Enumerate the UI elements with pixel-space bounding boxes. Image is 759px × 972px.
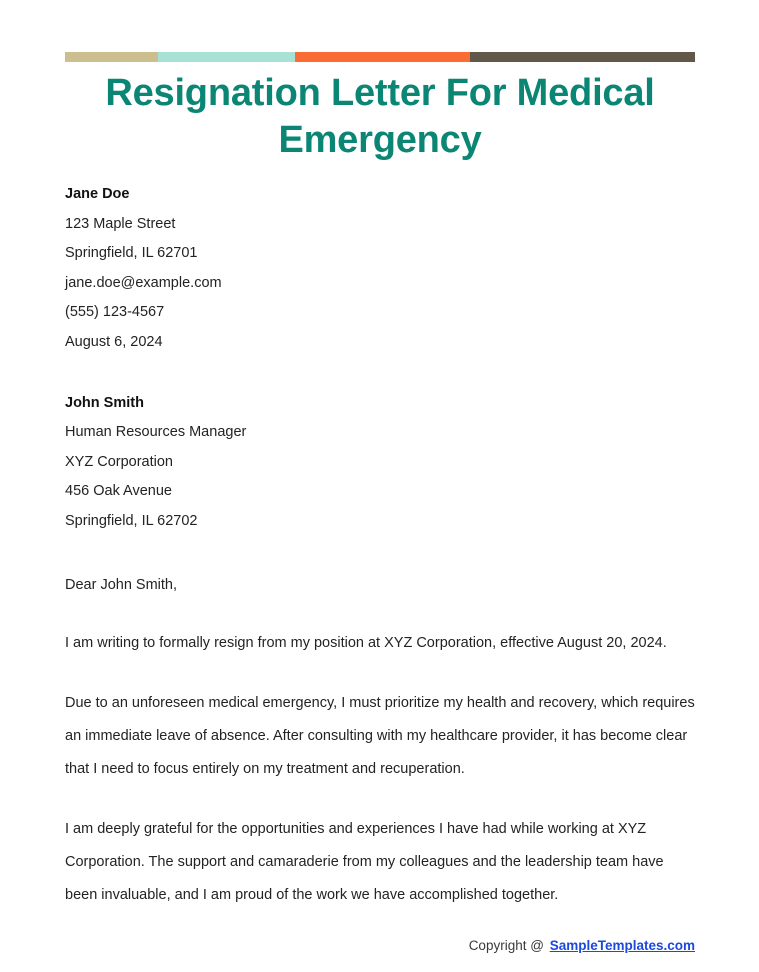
page-footer	[0, 938, 759, 953]
page-title: Resignation Letter For Medical Emergency	[105, 72, 655, 161]
color-rule-segment-mint	[158, 52, 295, 62]
sender-address-block	[65, 180, 697, 358]
footer-copyright-text: Copyright @	[468, 938, 544, 953]
letter-paragraph-3: I am deeply grateful for the opportunities and experiences I have had while working at XYZ Corporation. The support and camaraderie from my colleagues and the leadership team have been invaluable, and I am proud of the work we have accomplished together.	[65, 820, 664, 903]
recipient-company: XYZ Corporation	[65, 453, 173, 470]
letter-date: August 6, 2024	[65, 333, 163, 350]
spacer-after-sender	[65, 358, 697, 389]
color-rule-segment-tan	[65, 52, 158, 62]
letter-paragraph-1: I am writing to formally resign from my position at XYZ Corporation, effective August 20, 2024.	[65, 634, 667, 651]
sender-city-state-zip: Springfield, IL 62701	[65, 245, 198, 262]
recipient-address-block	[65, 389, 697, 537]
sender-name: Jane Doe	[65, 186, 130, 202]
footer-site-link[interactable]: SampleTemplates.com	[549, 938, 695, 953]
color-rule-segment-olive	[470, 52, 695, 62]
header-color-rule	[65, 52, 695, 62]
recipient-street: 456 Oak Avenue	[65, 483, 172, 500]
recipient-title: Human Resources Manager	[65, 424, 247, 441]
spacer-before-para-3	[65, 786, 697, 813]
salutation: Dear John Smith,	[65, 576, 178, 593]
sender-street: 123 Maple Street	[65, 215, 176, 232]
recipient-city-state-zip: Springfield, IL 62702	[65, 512, 198, 529]
sender-phone: (555) 123-4567	[65, 304, 165, 321]
recipient-name: John Smith	[65, 394, 144, 411]
letter-body	[65, 180, 697, 912]
color-rule-segment-orange	[295, 52, 470, 62]
spacer-before-para-1	[65, 600, 697, 627]
spacer-before-para-2	[65, 660, 697, 687]
sender-email: jane.doe@example.com	[65, 274, 222, 291]
letter-paragraph-2: Due to an unforeseen medical emergency, I must prioritize my health and recovery, which requires an immediate leave of absence. After consulting with my healthcare provider, it has become clear that I need to focus entirely on my treatment and recuperation.	[65, 694, 695, 777]
spacer-after-recipient	[65, 537, 697, 570]
